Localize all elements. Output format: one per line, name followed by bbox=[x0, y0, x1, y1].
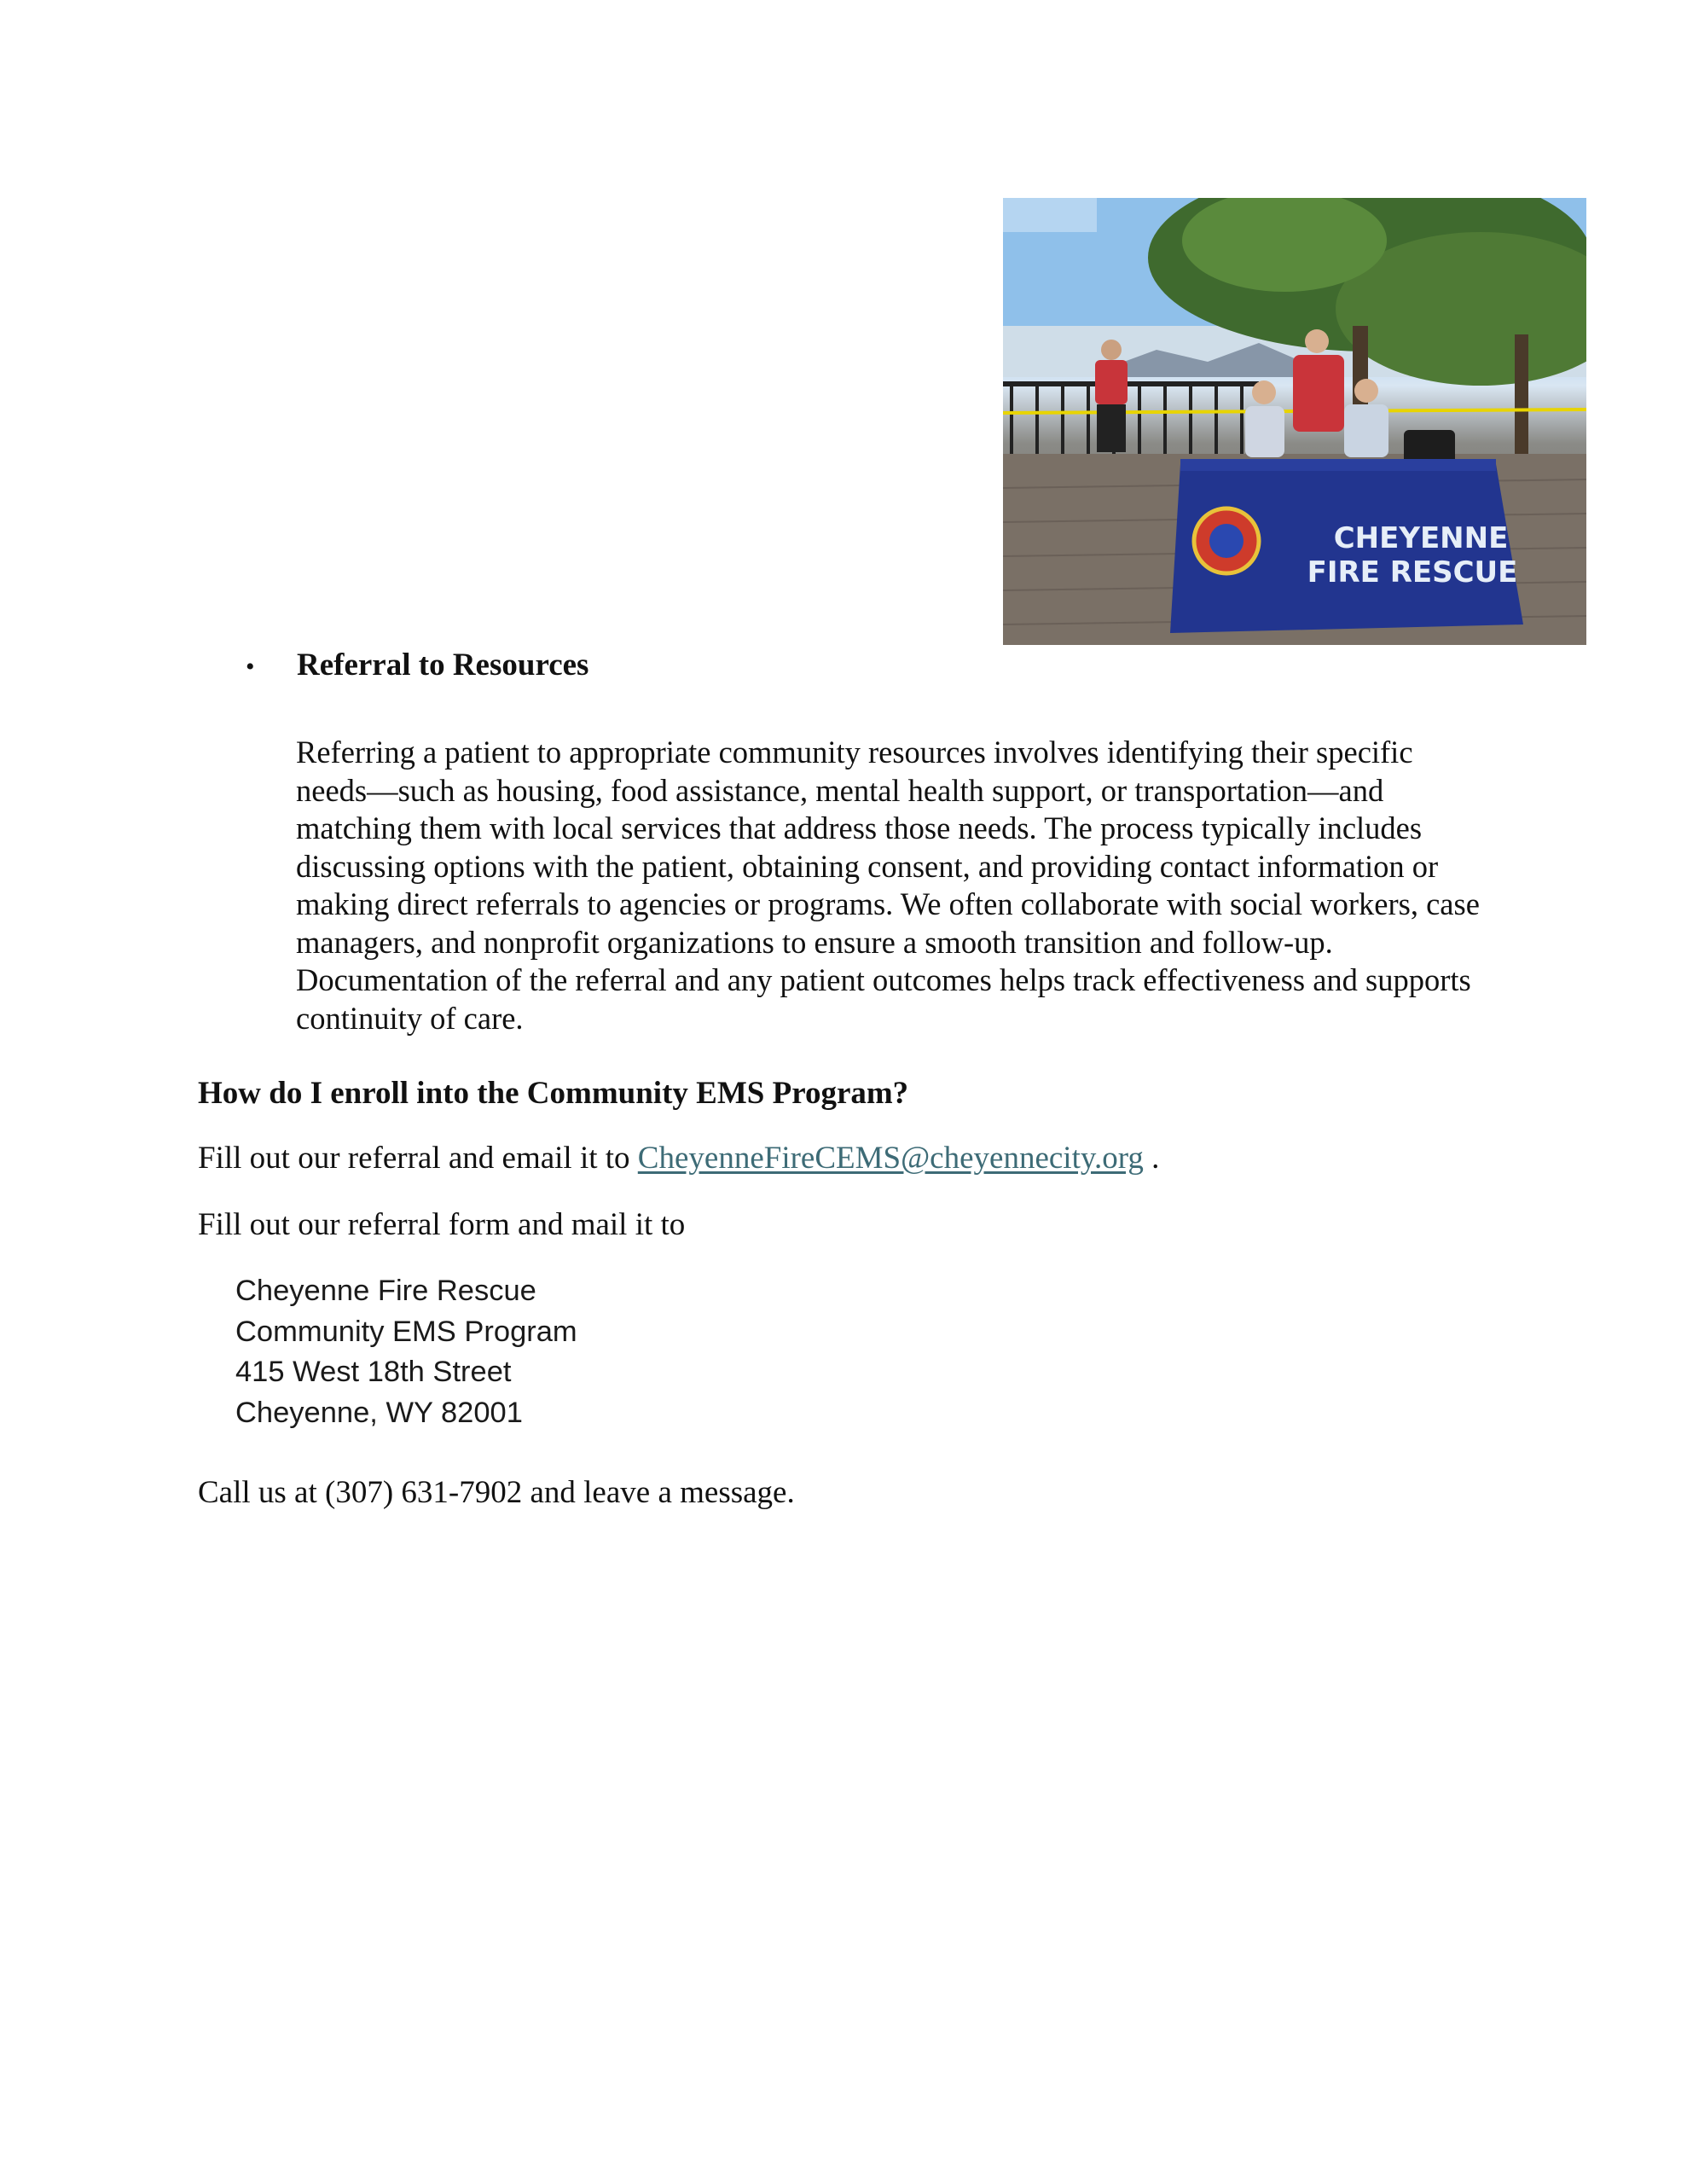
email-prefix: Fill out our referral and email it to bbox=[198, 1141, 638, 1176]
event-photo bbox=[1003, 198, 1586, 645]
email-line bbox=[198, 1140, 1159, 1176]
section-paragraph: Referring a patient to appropriate community resources involves identifying their specific needs—such as housing, food assistance, mental health support, or transportation—and matching them with local services that address those needs. The process typically includes discussing options with the patient, obtaining consent, and providing contact information or making direct referrals to agencies or programs. We often collaborate with social workers, case managers, and nonprofit organizations to ensure a smooth transition and follow-up. Documentation of the referral and any patient outcomes helps track effectiveness and supports continuity of care. bbox=[296, 735, 1480, 1036]
address-line: 415 West 18th Street bbox=[235, 1356, 512, 1388]
mailing-address bbox=[235, 1271, 577, 1433]
section-title: Referral to Resources bbox=[297, 648, 589, 682]
bullet-glyph: • bbox=[246, 653, 255, 681]
banner-line2: FIRE RESCUE bbox=[1307, 555, 1518, 590]
mail-line: Fill out our referral form and mail it to bbox=[198, 1207, 686, 1242]
address-line: Cheyenne, WY 82001 bbox=[235, 1396, 523, 1429]
phone-line: Call us at (307) 631-7902 and leave a message. bbox=[198, 1475, 795, 1510]
bullet-item bbox=[246, 647, 588, 683]
address-line: Cheyenne Fire Rescue bbox=[235, 1275, 536, 1307]
enroll-heading: How do I enroll into the Community EMS Program? bbox=[198, 1076, 909, 1111]
email-link[interactable]: CheyenneFireCEMS@cheyennecity.org bbox=[637, 1141, 1144, 1176]
banner-line1: CHEYENNE bbox=[1333, 521, 1509, 555]
address-line: Community EMS Program bbox=[235, 1315, 577, 1348]
email-suffix: . bbox=[1143, 1141, 1160, 1176]
